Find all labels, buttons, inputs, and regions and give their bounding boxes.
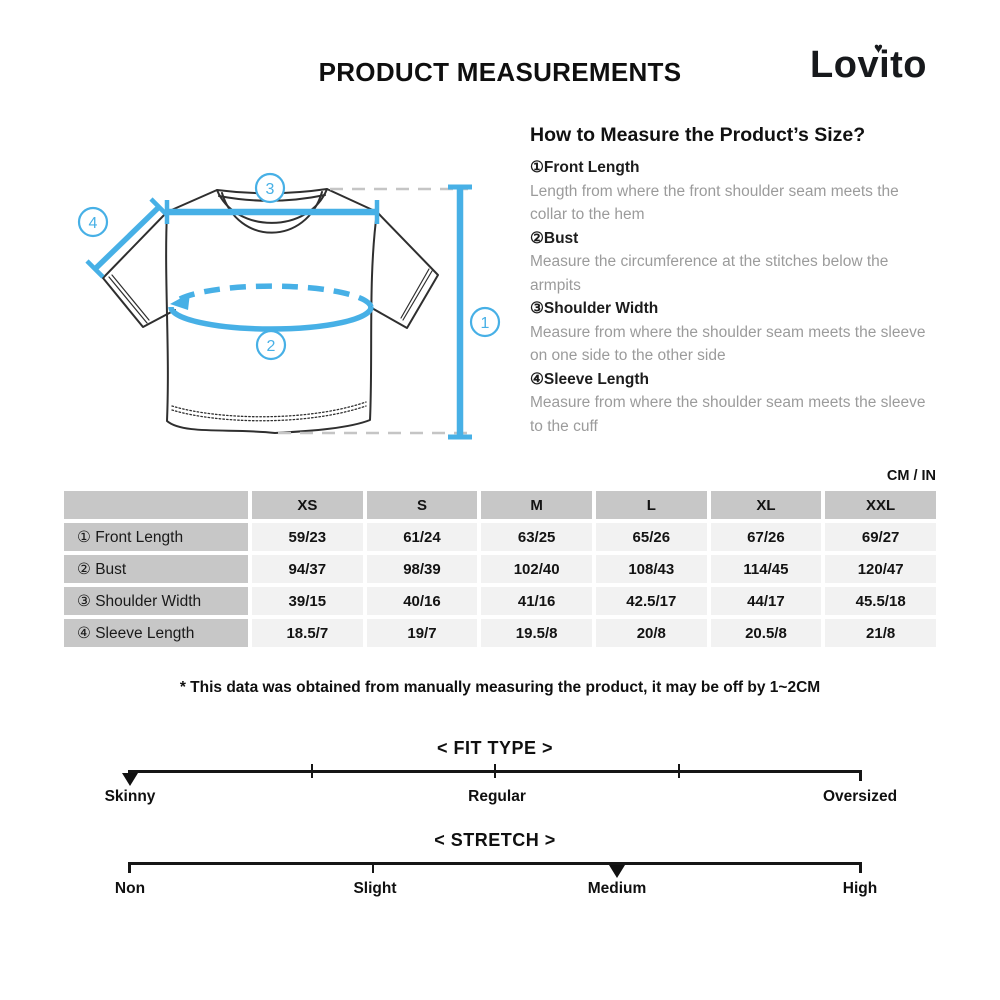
row-label: ③ Shoulder Width (64, 587, 248, 615)
cell-value: 69/27 (825, 523, 936, 551)
page-title: PRODUCT MEASUREMENTS (318, 57, 682, 87)
cell-value: 21/8 (825, 619, 936, 647)
stretch-end-cap (128, 862, 131, 873)
stretch-scale (128, 862, 862, 865)
cell-value: 59/23 (252, 523, 363, 551)
callout-2: 2 (266, 338, 276, 355)
cell-value: 102/40 (481, 555, 592, 583)
guide-item-desc: Measure the circumference at the stitches below the armpits (530, 253, 889, 294)
cell-value: 18.5/7 (252, 619, 363, 647)
stretch-label-high: High (842, 880, 878, 897)
guide-item-sleeve-length (530, 368, 938, 439)
stretch-heading: < STRETCH > (434, 830, 556, 850)
cell-value: 67/26 (711, 523, 822, 551)
stretch-label-slight: Slight (353, 880, 397, 897)
guide-item-desc: Measure from where the shoulder seam meets the sleeve on one side to the other side (530, 323, 926, 364)
guide-item-bust (530, 227, 938, 298)
guide-item-label: ③Shoulder Width (530, 300, 659, 317)
fit-type-scale (128, 770, 862, 773)
callout-1: 1 (480, 315, 490, 332)
col-header-m: M (481, 491, 592, 519)
fit-type-tick (311, 764, 313, 778)
tshirt-measurement-diagram (58, 148, 508, 468)
table-row-shoulder-width (64, 587, 936, 615)
fit-type-tick (494, 764, 496, 778)
guide-item-label: ④Sleeve Length (530, 370, 649, 388)
stretch-end-cap (859, 862, 862, 873)
cell-value: 108/43 (596, 555, 707, 583)
cell-value: 120/47 (825, 555, 936, 583)
corner-cell (64, 491, 248, 519)
col-header-s: S (367, 491, 478, 519)
cell-value: 19/7 (367, 619, 478, 647)
callout-4: 4 (88, 215, 98, 232)
callout-3: 3 (265, 181, 275, 198)
units-label: CM / IN (886, 468, 936, 484)
cell-value: 98/39 (367, 555, 478, 583)
guide-heading: How to Measure the Product’s Size? (530, 124, 866, 146)
table-row-front-length (64, 523, 936, 551)
cell-value: 63/25 (481, 523, 592, 551)
size-table (60, 487, 940, 651)
measurement-disclaimer: * This data was obtained from manually measuring the product, it may be off by 1~2CM (179, 679, 821, 696)
row-label: ④ Sleeve Length (64, 619, 248, 647)
stretch-label-medium: Medium (587, 880, 647, 897)
cell-value: 20/8 (596, 619, 707, 647)
cell-value: 114/45 (711, 555, 822, 583)
fit-type-marker-icon (122, 773, 138, 786)
guide-item-label: ②Bust (530, 229, 579, 247)
col-header-l: L (596, 491, 707, 519)
size-table-header-row (64, 491, 936, 519)
cell-value: 19.5/8 (481, 619, 592, 647)
fit-type-tick (678, 764, 680, 778)
fit-type-label-regular: Regular (468, 788, 526, 805)
cell-value: 45.5/18 (825, 587, 936, 615)
fit-type-label-skinny: Skinny (104, 788, 156, 805)
col-header-xxl: XXL (825, 491, 936, 519)
table-row-sleeve-length (64, 619, 936, 647)
cell-value: 39/15 (252, 587, 363, 615)
guide-item-desc: Length from where the front shoulder seam meets the collar to the hem (530, 182, 899, 223)
cell-value: 94/37 (252, 555, 363, 583)
guide-item-shoulder-width (530, 297, 938, 368)
table-row-bust (64, 555, 936, 583)
brand-logo (810, 44, 927, 87)
guide-item-front-length (530, 156, 938, 227)
cell-value: 42.5/17 (596, 587, 707, 615)
cell-value: 61/24 (367, 523, 478, 551)
measuring-guide (530, 124, 938, 438)
fit-type-label-oversized: Oversized (822, 788, 898, 805)
cell-value: 65/26 (596, 523, 707, 551)
stretch-marker-icon (609, 865, 625, 878)
col-header-xl: XL (711, 491, 822, 519)
guide-item-desc: Measure from where the shoulder seam meets the sleeve to the cuff (530, 394, 926, 435)
brand-logo-text: Lovito (810, 44, 927, 86)
tshirt-outline (103, 189, 438, 433)
cell-value: 41/16 (481, 587, 592, 615)
cell-value: 40/16 (367, 587, 478, 615)
stretch-tick (372, 862, 374, 873)
col-header-xs: XS (252, 491, 363, 519)
guide-item-label: ①Front Length (530, 159, 640, 176)
stretch-label-non: Non (114, 880, 146, 897)
cell-value: 20.5/8 (711, 619, 822, 647)
row-label: ② Bust (64, 555, 248, 583)
fit-type-heading: < FIT TYPE > (436, 738, 554, 758)
fit-type-end-cap (859, 770, 862, 781)
row-label: ① Front Length (64, 523, 248, 551)
heart-dot-icon (874, 40, 883, 57)
cell-value: 44/17 (711, 587, 822, 615)
